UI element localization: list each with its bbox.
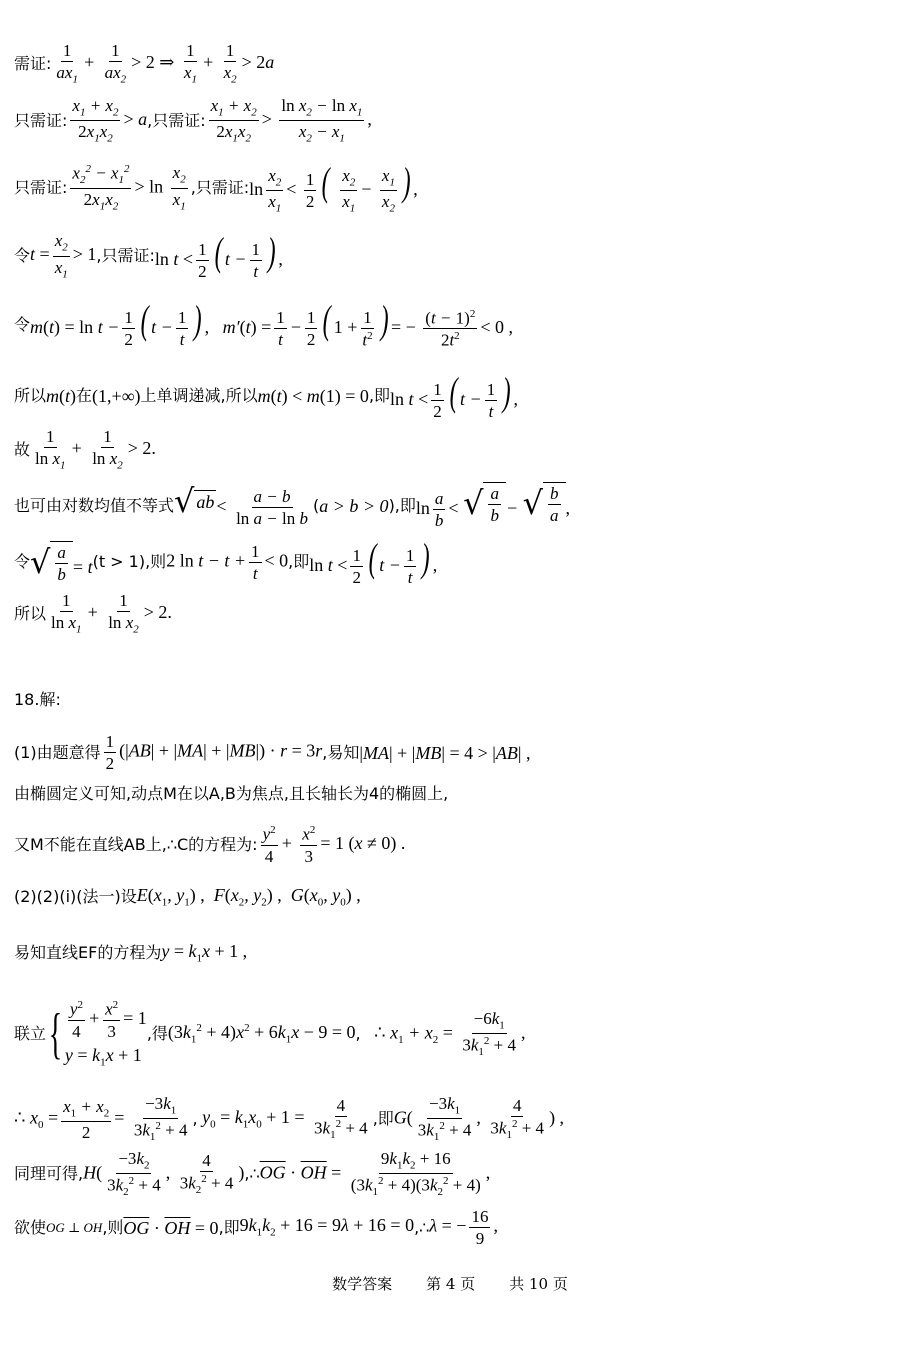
condition: a > b > 0 — [319, 495, 389, 516]
formula: $\frac{y^2}{4}$ + $\frac{x^2}{3}$ = 1 (x ≠ 0) . — [262, 824, 406, 866]
label: ,只需证: — [147, 110, 206, 130]
proof-line-8 — [14, 482, 890, 529]
label: 又M不能在直线AB上,∴C的方程为: — [14, 834, 258, 854]
formula: $E(x_1$, $y_1$) , $F(x_2$, $y_2$) , $G(x_0$, $y_0$) , — [136, 885, 361, 909]
label: 欲使 — [14, 1217, 47, 1237]
question-18-heading — [14, 692, 890, 708]
formula: H( $\frac{-3k_2}{3k_2^2 + 4}$ , $\frac{4}{3k_2^2 + 4}$ ) — [83, 1149, 245, 1199]
brace: { — [48, 1003, 63, 1066]
formula: $\frac{1}{\ln x_1}$ + $\frac{1}{\ln x_2}$ > 2. — [35, 427, 156, 472]
label: 所以 — [14, 386, 47, 406]
label: ,∴ — [244, 1164, 260, 1184]
formula: $\frac{1}{ax_1}$ + $\frac{1}{ax_2}$ > 2 ⇒ $\frac{1}{x_1}$ + $\frac{1}{x_2}$ > 2a — [56, 41, 275, 86]
formula: OG ⊥ OH — [46, 1220, 103, 1235]
solution-line-1 — [14, 733, 890, 772]
proof-line-7 — [14, 428, 890, 471]
label: 只需证: — [14, 110, 68, 130]
label: 令 — [14, 246, 31, 266]
label: (1)由题意得 — [14, 742, 101, 762]
formula: 2 ln t − t + $\frac{1}{t}$ < 0 — [166, 541, 289, 583]
label: ,只需证: — [190, 178, 250, 198]
label: ,即 — [368, 386, 391, 406]
label: 上单调递减,所以 — [140, 386, 258, 406]
footer-total: 共 10 页 — [509, 1275, 568, 1293]
label: 令 — [14, 314, 31, 334]
formula: $y = k_1x + 1$ , — [161, 941, 248, 965]
label: ,易知 — [322, 742, 360, 762]
formula: $\frac{x_2^2 - x_1^2}{2x_1x_2}$ > ln $\frac{x_2}{x_1}$ — [72, 163, 186, 213]
formula: |MA| + |MB| = 4 > |AB| , — [359, 742, 531, 763]
solution-line-7 — [14, 1095, 890, 1143]
formula: ∴ $x_1 + x_2$ = $\frac{-6k_1}{3k_1^2 + 4}$ , — [360, 1008, 526, 1059]
formula: $(3k_1^2 + 4)x^2 + 6k_1x - 9 = 0$ — [167, 1021, 356, 1046]
proof-line-3 — [14, 159, 890, 215]
formula: $\frac{1}{\ln x_1}$ + $\frac{1}{\ln x_2}$ > 2. — [51, 591, 172, 636]
formula: $\frac{1}{2}$ (|AB| + |MA| + |MB|) · r = 3r — [105, 732, 323, 773]
label: 在 — [76, 386, 93, 406]
heading: 18.解: — [14, 690, 61, 709]
label: ,即 — [372, 1109, 394, 1129]
label: (2)(2)(i)(法一)设 — [14, 887, 137, 907]
label: ,∴ — [414, 1217, 430, 1237]
solution-line-5 — [14, 942, 890, 965]
footer-page: 第 4 页 — [426, 1275, 476, 1293]
formula: √ $\frac{a}{b}$ = t — [30, 543, 93, 585]
formula: ln t < $\frac{1}{2}$ ( t − $\frac{1}{t}$ ) , — [390, 369, 519, 422]
label: ,即 — [288, 552, 310, 572]
formula: $\frac{x_1 + x_2}{2x_1x_2}$ > a — [72, 96, 148, 145]
label: 令 — [14, 552, 31, 572]
formula: m(t) = ln t − $\frac{1}{2}$ ( t − $\frac{1}{t}$ ) , m′(t) = $\frac{1}{t}$ − $\frac{1}{2}$ ( 1 + $\frac{1}{t^2}$ ) = − $\frac{(t - 1)^2}{2t^2}$ < 0 , — [30, 297, 513, 351]
label: ,则 — [102, 1217, 124, 1237]
formula: $\overline{OG} \cdot \overline{OH} = 0$ — [123, 1217, 219, 1238]
formula: ln $\frac{a}{b}$ < √ $\frac{a}{b}$ − √ $\frac{b}{a}$ , — [415, 484, 571, 531]
label: , — [355, 1024, 361, 1044]
label: ,得 — [146, 1024, 168, 1044]
proof-line-6 — [14, 369, 890, 422]
label: 需证: — [14, 53, 52, 73]
solution-line-9 — [14, 1208, 890, 1247]
solution-line-8 — [14, 1150, 890, 1198]
formula: m(t) — [46, 386, 77, 407]
formula: G( $\frac{-3k_1}{3k_1^2 + 4}$ , $\frac{4}{3k_1^2 + 4}$ ) , — [393, 1094, 565, 1144]
label: 同理可得, — [14, 1164, 84, 1184]
proof-line-1 — [14, 42, 890, 85]
proof-line-4 — [14, 229, 890, 282]
formula: (1,+∞) — [92, 386, 141, 407]
solution-line-4 — [14, 886, 890, 909]
proof-line-2 — [14, 97, 890, 145]
proof-line-5 — [14, 297, 890, 351]
label: ,即 — [218, 1217, 240, 1237]
label: ),即 — [388, 495, 416, 515]
label: (t > 1),则 — [92, 552, 167, 572]
text: 由椭圆定义可知,动点M在以A,B为焦点,且长轴长为4的椭圆上, — [14, 784, 449, 803]
label: 故 — [14, 439, 31, 459]
label: 只需证: — [14, 178, 68, 198]
equation-system: $\frac{y^2}{4}$ + $\frac{x^2}{3}$ = 1 $y = k_1x + 1$ — [64, 999, 147, 1069]
formula: $9k_1k_2 + 16 = 9\lambda + 16 = 0$ — [239, 1215, 415, 1239]
formula: $\overline{OG} \cdot \overline{OH}$ = $\frac{9k_1k_2 + 16}{(3k_1^2 + 4)(3k_2^2 + 4)}$ , — [259, 1149, 491, 1199]
formula: ln $\frac{x_2}{x_1}$ < $\frac{1}{2}$ ( $\frac{x_2}{x_1}$ − $\frac{x_1}{x_2}$ ) , — [249, 159, 418, 215]
proof-line-9 — [14, 535, 890, 588]
solution-line-6 — [14, 1000, 890, 1068]
label: , — [192, 1109, 198, 1129]
label: 也可由对数均值不等式 — [14, 495, 175, 515]
page-footer — [0, 1273, 900, 1294]
formula: m(t) < m(1) = 0 — [257, 386, 369, 407]
formula: λ = − $\frac{16}{9}$ , — [429, 1207, 498, 1248]
formula: ln t < $\frac{1}{2}$ ( t − $\frac{1}{t}$ ) , — [309, 535, 438, 588]
formula: $\frac{x_1 + x_2}{2x_1x_2}$ > $\frac{\ln x_2 - \ln x_1}{x_2 - x_1}$ , — [210, 96, 372, 145]
formula: $y_0 = k_1x_0 + 1$ = $\frac{4}{3k_1^2 + 4}$ — [197, 1096, 368, 1142]
proof-line-10 — [14, 592, 890, 635]
label: 联立 — [14, 1024, 47, 1044]
label: 所以 — [14, 603, 47, 623]
solution-line-3 — [14, 825, 890, 865]
formula: √ ab < $\frac{a - b}{\text{ln a − ln b}}$ — [174, 481, 309, 528]
label: ,只需证: — [96, 246, 155, 266]
label: 易知直线EF的方程为 — [14, 943, 162, 963]
label: ( — [313, 495, 320, 515]
footer-subject: 数学答案 — [332, 1275, 393, 1293]
formula: ∴ $x_0$ = $\frac{x_1 + x_2}{2}$ = $\frac{-3k_1}{3k_1^2 + 4}$ — [14, 1094, 188, 1144]
formula: t = $\frac{x_2}{x_1}$ > 1 — [30, 231, 97, 281]
solution-line-2 — [14, 786, 890, 802]
formula: ln t < $\frac{1}{2}$ ( t − $\frac{1}{t}$ ) , — [154, 229, 283, 282]
